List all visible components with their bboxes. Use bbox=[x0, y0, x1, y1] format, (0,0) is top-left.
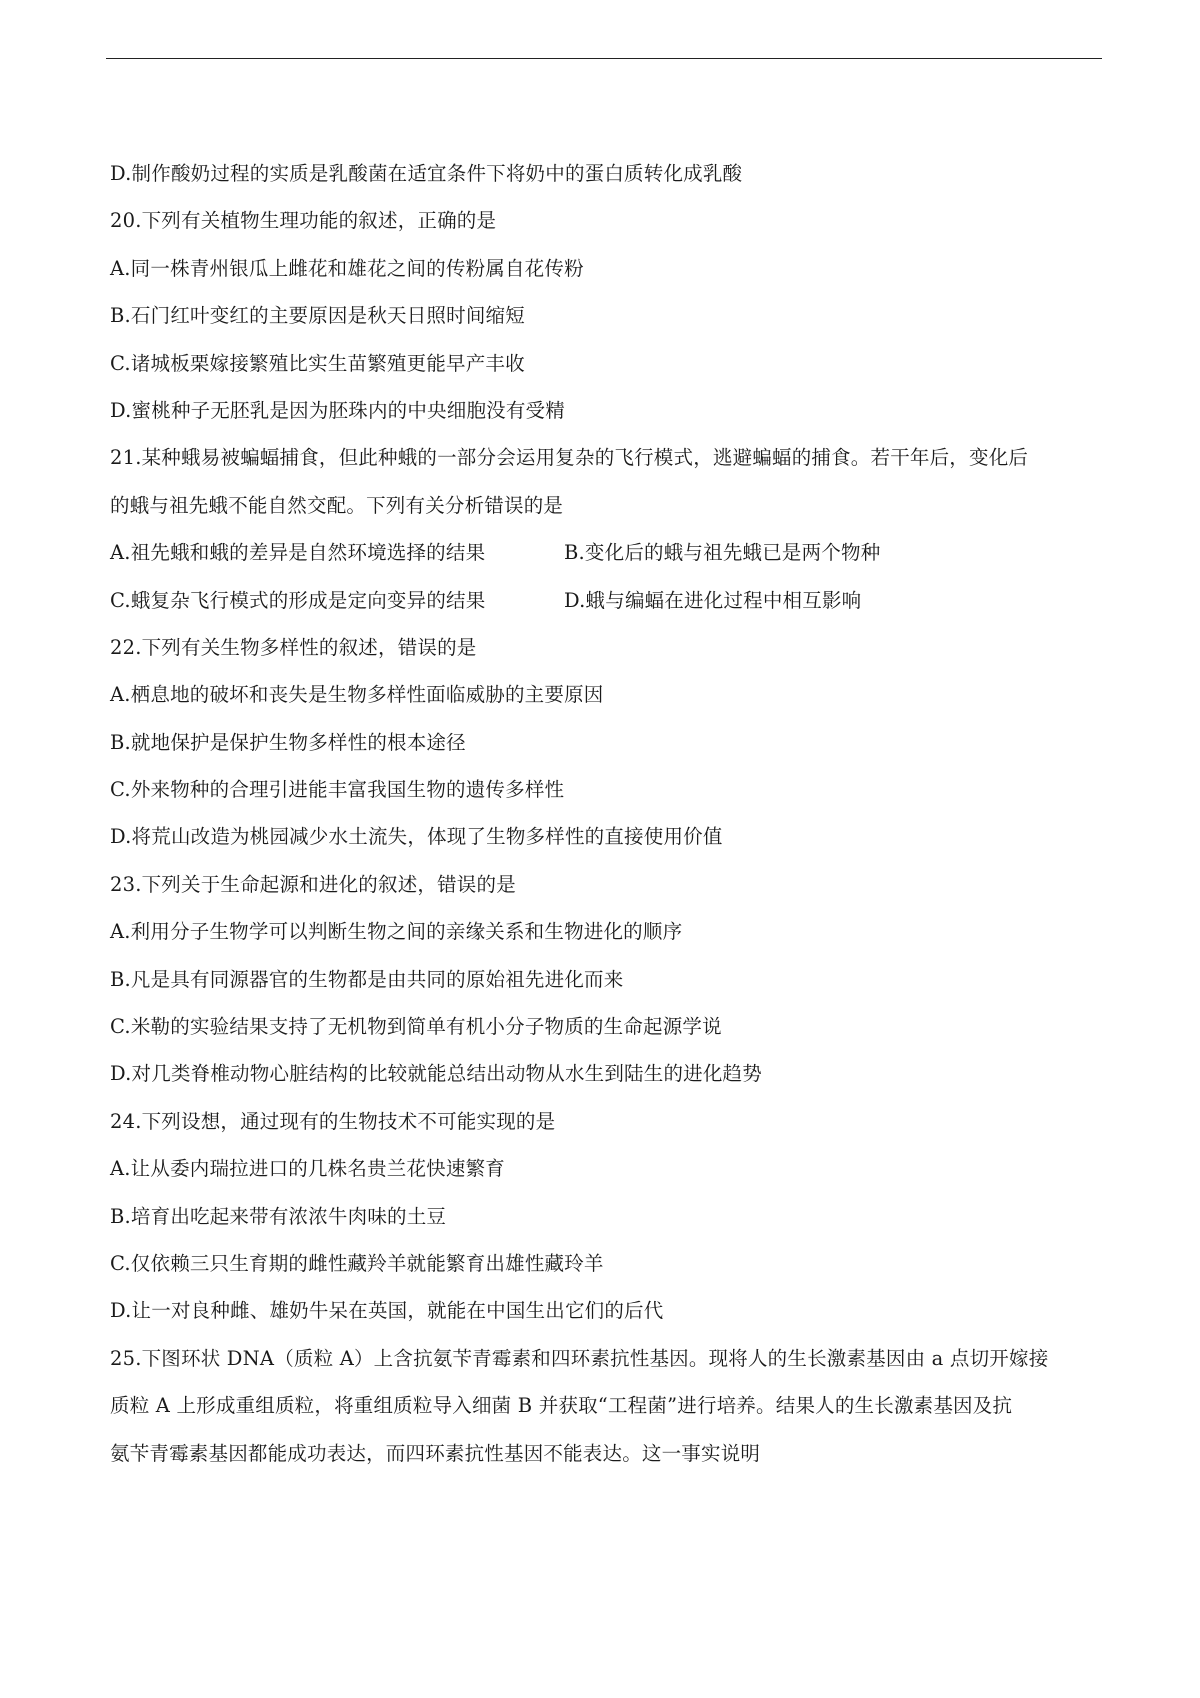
q22-option-b: B.就地保护是保护生物多样性的根本途径 bbox=[110, 730, 466, 754]
q19-option-d: D.制作酸奶过程的实质是乳酸菌在适宜条件下将奶中的蛋白质转化成乳酸 bbox=[110, 162, 743, 185]
q21-option-c: C.蛾复杂飞行模式的形成是定向变异的结果 bbox=[110, 588, 486, 612]
q20-option-a: A.同一株青州银瓜上雌花和雄花之间的传粉属自花传粉 bbox=[110, 256, 584, 280]
q24-stem: 24.下列设想，通过现有的生物技术不可能实现的是 bbox=[110, 1109, 556, 1133]
q25-stem-line3: 氨苄青霉素基因都能成功表达，而四环素抗性基因不能表达。这一事实说明 bbox=[110, 1441, 761, 1465]
q23-stem: 23.下列关于生命起源和进化的叙述，错误的是 bbox=[110, 872, 516, 896]
header-rule bbox=[106, 58, 1102, 59]
q23-option-a: A.利用分子生物学可以判断生物之间的亲缘关系和生物进化的顺序 bbox=[110, 920, 683, 944]
q25-stem-line2: 质粒 A 上形成重组质粒，将重组质粒导入细菌 B 并获取“工程菌”进行培养。结果人的生长激素基因及抗 bbox=[110, 1394, 1013, 1418]
q24-option-a: A.让从委内瑞拉进口的几株名贵兰花快速繁育 bbox=[110, 1157, 505, 1181]
q22-option-c: C.外来物种的合理引进能丰富我国生物的遗传多样性 bbox=[110, 778, 565, 802]
q24-option-b: B.培育出吃起来带有浓浓牛肉味的土豆 bbox=[110, 1204, 447, 1228]
q21-stem-line1: 21.某种蛾易被蝙蝠捕食，但此种蛾的一部分会运用复杂的飞行模式，逃避蝙蝠的捕食。若干年后，变化后 bbox=[110, 446, 1029, 470]
q23-option-d: D.对几类脊椎动物心脏结构的比较就能总结出动物从水生到陆生的进化趋势 bbox=[110, 1062, 762, 1086]
q21-option-b: B.变化后的蛾与祖先蛾已是两个物种 bbox=[564, 541, 881, 565]
q21-options-row2 bbox=[110, 577, 1102, 624]
q22-option-a: A.栖息地的破坏和丧失是生物多样性面临威胁的主要原因 bbox=[110, 683, 604, 707]
q20-option-d: D.蜜桃种子无胚乳是因为胚珠内的中央细胞没有受精 bbox=[110, 398, 565, 422]
q21-option-a: A.祖先蛾和蛾的差异是自然环境选择的结果 bbox=[110, 541, 486, 565]
page-content bbox=[110, 150, 1102, 1477]
q21-options-row1 bbox=[110, 529, 1102, 576]
q22-stem: 22.下列有关生物多样性的叙述，错误的是 bbox=[110, 635, 477, 659]
q21-option-d: D.蛾与编蝠在进化过程中相互影响 bbox=[564, 588, 862, 612]
q22-option-d: D.将荒山改造为桃园减少水土流失，体现了生物多样性的直接使用价值 bbox=[110, 825, 723, 849]
q23-option-c: C.米勒的实验结果支持了无机物到简单有机小分子物质的生命起源学说 bbox=[110, 1015, 722, 1039]
q25-stem-line1: 25.下图环状 DNA（质粒 A）上含抗氨苄青霉素和四环素抗性基因。现将人的生长激素基因由 a 点切开嫁接 bbox=[110, 1346, 1049, 1370]
q24-option-d: D.让一对良种雌、雄奶牛呆在英国，就能在中国生出它们的后代 bbox=[110, 1299, 664, 1323]
q21-stem-line2: 的蛾与祖先蛾不能自然交配。下列有关分析错误的是 bbox=[110, 493, 564, 517]
q20-option-c: C.诸城板栗嫁接繁殖比实生苗繁殖更能早产丰收 bbox=[110, 351, 525, 375]
q23-option-b: B.凡是具有同源器官的生物都是由共同的原始祖先进化而来 bbox=[110, 967, 624, 991]
q20-option-b: B.石门红叶变红的主要原因是秋天日照时间缩短 bbox=[110, 304, 525, 328]
q20-stem: 20.下列有关植物生理功能的叙述，正确的是 bbox=[110, 209, 497, 233]
q24-option-c: C.仅依赖三只生育期的雌性藏羚羊就能繁育出雄性藏玲羊 bbox=[110, 1251, 604, 1275]
